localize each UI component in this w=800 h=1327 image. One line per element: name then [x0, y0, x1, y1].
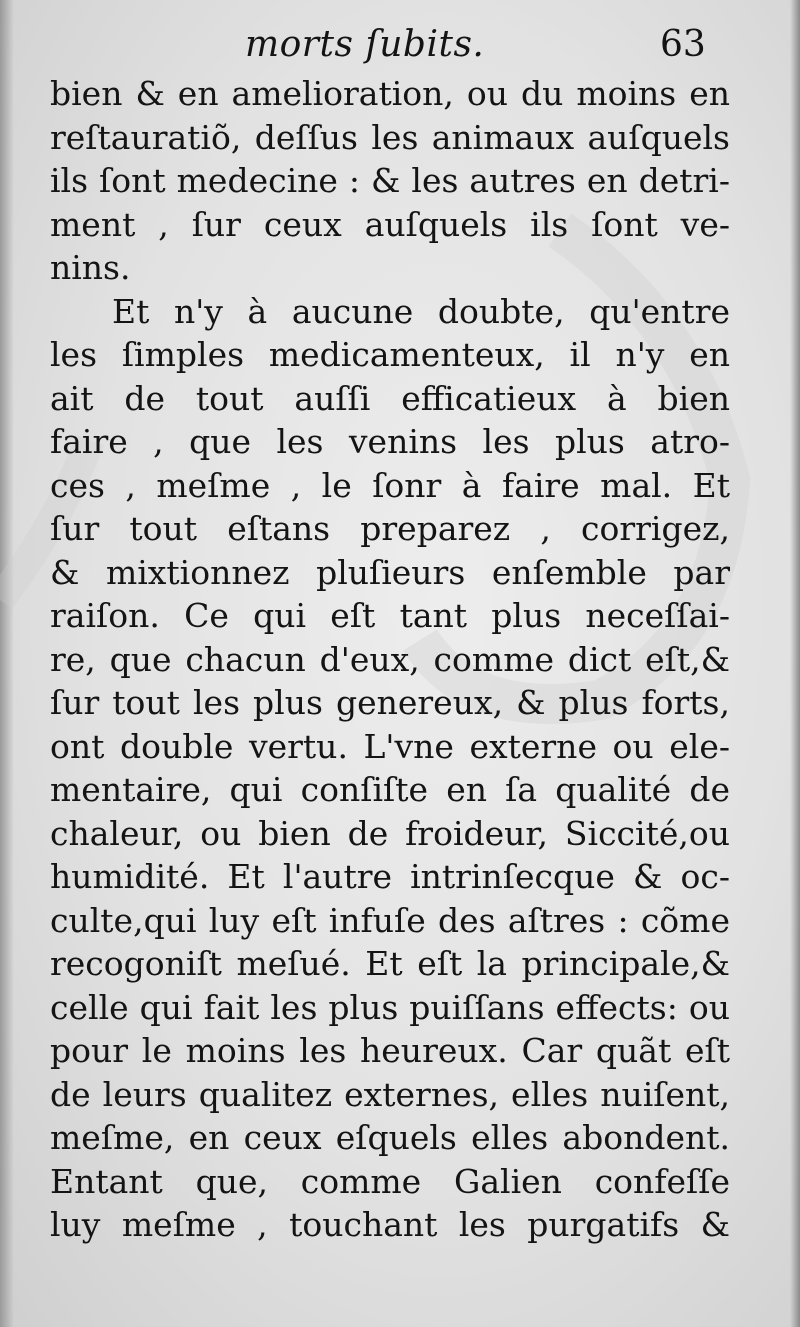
page-edge-shadow-left	[0, 0, 14, 1327]
text-line: Entant que, comme Galien confeſſe	[50, 1161, 730, 1201]
text-line: mentaire, qui conſiſte en ſa qualité de	[50, 770, 730, 809]
text-line: humidité. Et l'autre intrinſecque & oc-	[50, 857, 730, 896]
text-line: nins.	[50, 248, 131, 287]
text-line: les ſimples medicamenteux, il n'y en	[50, 335, 730, 374]
text-line: & mixtionnez pluſieurs enſemble par	[50, 552, 730, 592]
text-line: raiſon. Ce qui eſt tant plus neceſſai-	[50, 596, 730, 635]
running-title: morts ſubits.	[245, 24, 485, 65]
text-line: faire , que les venins les plus atro-	[50, 422, 730, 461]
text-line: ils ſont medecine : & les autres en detri-	[50, 161, 730, 200]
page-edge-shadow-right	[790, 0, 800, 1327]
text-line: recogoniſt meſué. Et eſt la principale,&	[50, 944, 730, 983]
text-line: pour le moins les heureux. Car quãt eſt	[50, 1031, 730, 1070]
text-line: ſur tout les plus genereux, & plus forts,	[50, 683, 730, 722]
text-line: chaleur, ou bien de froideur, Siccité,ou	[50, 813, 730, 853]
paragraph-first-line: Et n'y à aucune doubte, qu'entre	[112, 291, 730, 331]
text-line: ſur tout eſtans preparez , corrigez,	[50, 509, 730, 548]
text-line: ces , meſme , le ſonr à faire mal. Et	[50, 465, 730, 505]
page-number: 63	[660, 24, 706, 65]
text-line: celle qui fait les plus puiſſans effects: ou	[50, 987, 730, 1027]
text-line: meſme, en ceux eſquels elles abondent.	[50, 1118, 730, 1157]
text-line: culte,qui luy eſt infuſe des aſtres : cõme	[50, 900, 730, 940]
text-line: re, que chacun d'eux, comme dict eſt,&	[50, 639, 730, 679]
page-header	[0, 14, 800, 74]
text-line: reſtauratiõ, deſſus les animaux auſquels	[50, 117, 730, 157]
text-line: luy meſme , touchant les purgatifs &	[50, 1205, 730, 1244]
text-line: de leurs qualitez externes, elles nuiſent,	[50, 1074, 730, 1114]
text-line: ment , ſur ceux auſquels ils ſont ve-	[50, 204, 730, 244]
text-line: ait de tout auſſi efficatieux à bien	[50, 378, 730, 418]
page-body-text	[50, 72, 730, 1247]
text-line: ont double vertu. L'vne externe ou ele-	[50, 726, 730, 766]
text-line: bien & en amelioration, ou du moins en	[50, 74, 730, 113]
